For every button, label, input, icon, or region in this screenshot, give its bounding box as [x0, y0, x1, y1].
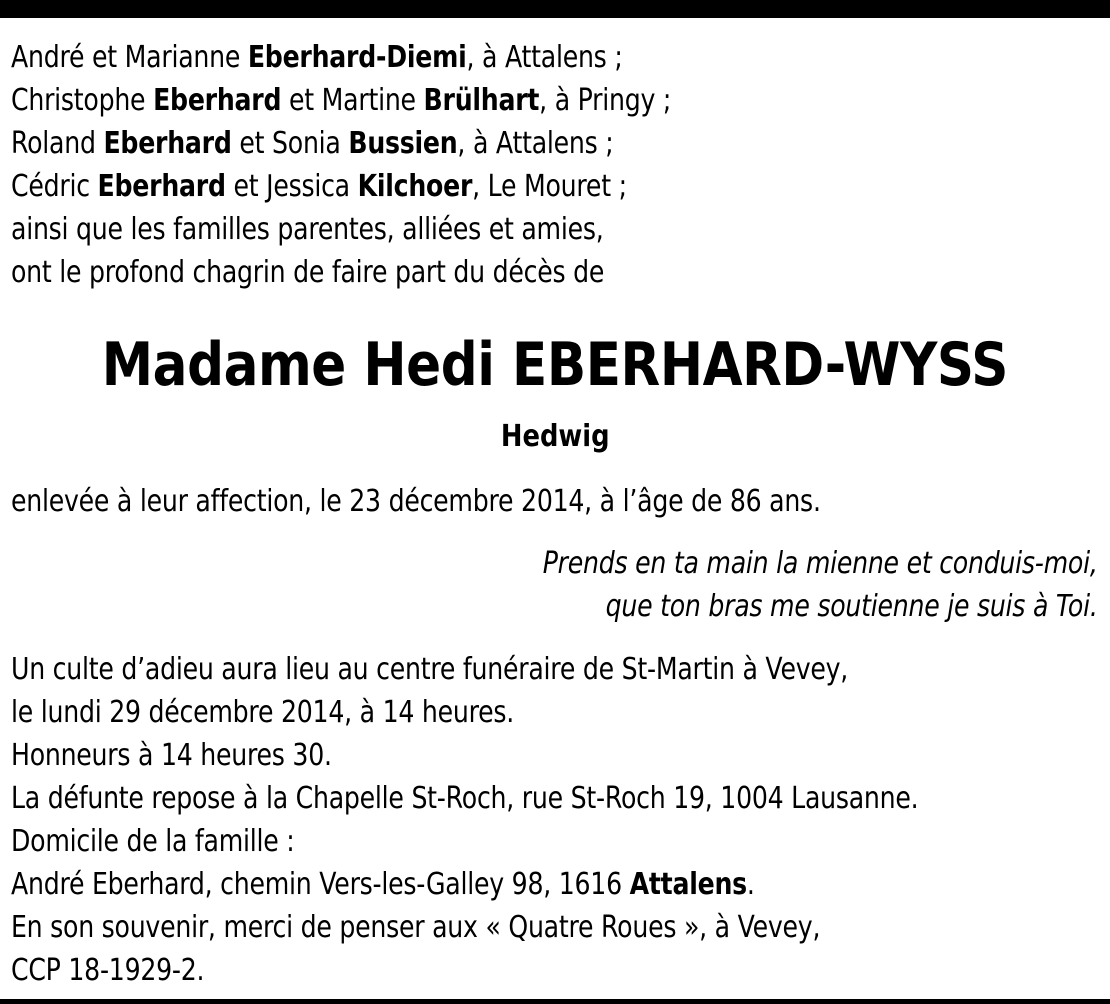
address-text: André Eberhard, chemin Vers-les-Galley 98, 1616 [11, 867, 630, 902]
family-location: , Le Mouret ; [472, 169, 627, 204]
family-location: , à Attalens ; [466, 40, 623, 75]
honours-line: Honneurs à 14 heures 30. [11, 738, 332, 773]
family-surname: Eberhard [153, 83, 282, 118]
family-member-name: Roland [11, 126, 104, 161]
poem-line: Prends en ta main la mienne et conduis-moi, [543, 546, 1098, 581]
family-line [11, 165, 671, 208]
poem-quote [437, 542, 1098, 628]
family-partner-name: et Sonia [231, 126, 349, 161]
partner-surname: Bussien [348, 126, 458, 161]
family-member-names: André et Marianne [11, 40, 248, 75]
family-home-label: Domicile de la famille : [11, 824, 295, 859]
family-line [11, 79, 671, 122]
rest-location-line: La défunte repose à la Chapelle St-Roch, rue St-Roch 19, 1004 Lausanne. [11, 781, 919, 816]
announcement-line: ont le profond chagrin de faire part du décès de [11, 255, 605, 290]
family-location: , à Attalens ; [457, 126, 614, 161]
family-line [11, 122, 671, 165]
family-partner-name: et Jessica [225, 169, 358, 204]
extended-families-line: ainsi que les familles parentes, alliées et amies, [11, 212, 604, 247]
family-member-name: Christophe [11, 83, 154, 118]
death-notice [11, 480, 821, 523]
address-end: . [746, 867, 755, 902]
ceremony-details [11, 648, 918, 992]
family-announcement [11, 36, 671, 294]
family-partner-name: et Martine [281, 83, 424, 118]
ceremony-date-line: le lundi 29 décembre 2014, à 14 heures. [11, 695, 515, 730]
family-member-name: Cédric [11, 169, 98, 204]
family-address-line [11, 863, 918, 906]
partner-surname: Brülhart [423, 83, 540, 118]
poem-line: que ton bras me soutienne je suis à Toi. [606, 589, 1098, 624]
ceremony-line: Un culte d’adieu aura lieu au centre funéraire de St-Martin à Vevey, [11, 652, 849, 687]
deceased-nickname-heading [0, 417, 1110, 457]
bottom-border-rule [0, 999, 1110, 1004]
deceased-name-heading [0, 330, 1110, 400]
family-line [11, 36, 671, 79]
donation-account-line: CCP 18-1929-2. [11, 953, 205, 988]
death-line: enlevée à leur affection, le 23 décembre 2014, à l’âge de 86 ans. [11, 484, 821, 519]
deceased-name: Madame Hedi EBERHARD-WYSS [101, 330, 1009, 400]
top-border-rule [0, 0, 1110, 18]
partner-surname: Kilchoer [357, 169, 473, 204]
deceased-nickname: Hedwig [500, 419, 610, 454]
address-town: Attalens [629, 867, 747, 902]
family-surname: Eberhard-Diemi [247, 40, 467, 75]
family-surname: Eberhard [103, 126, 232, 161]
family-location: , à Pringy ; [539, 83, 672, 118]
family-surname: Eberhard [97, 169, 226, 204]
donation-line: En son souvenir, merci de penser aux « Quatre Roues », à Vevey, [11, 910, 821, 945]
